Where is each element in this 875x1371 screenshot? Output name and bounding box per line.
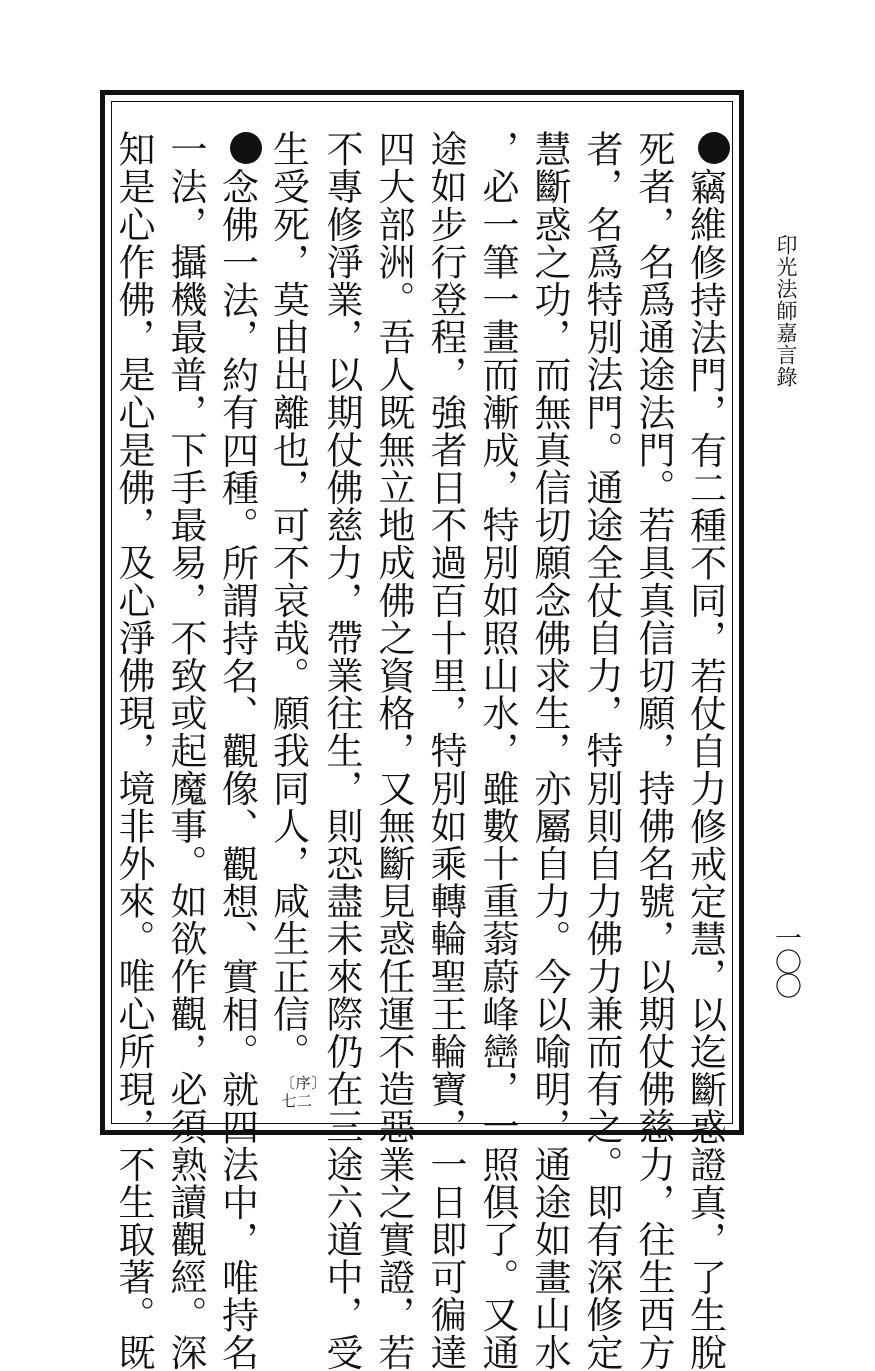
text-column <box>524 130 574 1371</box>
text-column <box>628 130 678 1371</box>
bullet-icon <box>698 132 730 164</box>
column-text: 一法，攝機最普，下手最易，不致或起魔事。如欲作觀，必須熟讀觀經。深 <box>164 130 207 1371</box>
text-column <box>576 130 626 1371</box>
source-note-number: 七二 <box>281 1092 313 1110</box>
bullet-icon <box>230 132 262 164</box>
column-text: 不專修淨業，以期仗佛慈力，帶業往生，則恐盡未來際仍在三途六道中，受 <box>320 130 363 1371</box>
column-text: 途如步行登程，強者日不過百十里，特別如乘轉輪聖王輪寶，一日即可徧達 <box>424 130 467 1371</box>
text-column <box>160 130 210 1371</box>
source-note-label: 〔序〕 <box>280 1074 327 1092</box>
column-text: 生受死，莫由出離也，可不哀哉。願我同人，咸生正信。 <box>266 130 310 1070</box>
text-column <box>472 130 522 1371</box>
column-text: 者，名爲特別法門。通途全仗自力，特別則自力佛力兼而有之。即有深修定 <box>580 130 623 1371</box>
column-text: 四大部洲。吾人既無立地成佛之資格，又無斷見惑任運不造惡業之實證，若 <box>372 130 415 1371</box>
source-note <box>280 1074 327 1110</box>
text-column <box>108 130 158 1371</box>
column-text: 竊維修持法門，有二種不同，若仗自力修戒定慧，以迄斷惑證真，了生脫 <box>683 168 727 1371</box>
column-text: 知是心作佛，是心是佛，及心淨佛現，境非外來。唯心所現，不生取著。既 <box>112 130 155 1371</box>
text-column <box>420 130 470 1371</box>
running-title: 印光法師嘉言錄 <box>774 234 798 388</box>
text-column <box>212 130 262 1371</box>
page-number: 一〇〇 <box>770 924 801 996</box>
column-text: 念佛一法，約有四種。所謂持名、觀像、觀想、實相。就四法中，唯持名 <box>215 168 259 1371</box>
text-column <box>264 130 327 1120</box>
text-column <box>680 130 730 1371</box>
column-text: 慧斷惑之功，而無真信切願念佛求生，亦屬自力。今以喻明，通途如畫山水 <box>528 130 571 1371</box>
column-text: 死者，名爲通途法門。若具真信切願，持佛名號，以期仗佛慈力，往生西方 <box>632 130 675 1371</box>
text-column <box>316 130 366 1371</box>
column-text: ，必一筆一畫而漸成，特別如照山水，雖數十重蓊蔚峰巒，一照俱了。又通 <box>476 130 519 1371</box>
text-column <box>368 130 418 1371</box>
